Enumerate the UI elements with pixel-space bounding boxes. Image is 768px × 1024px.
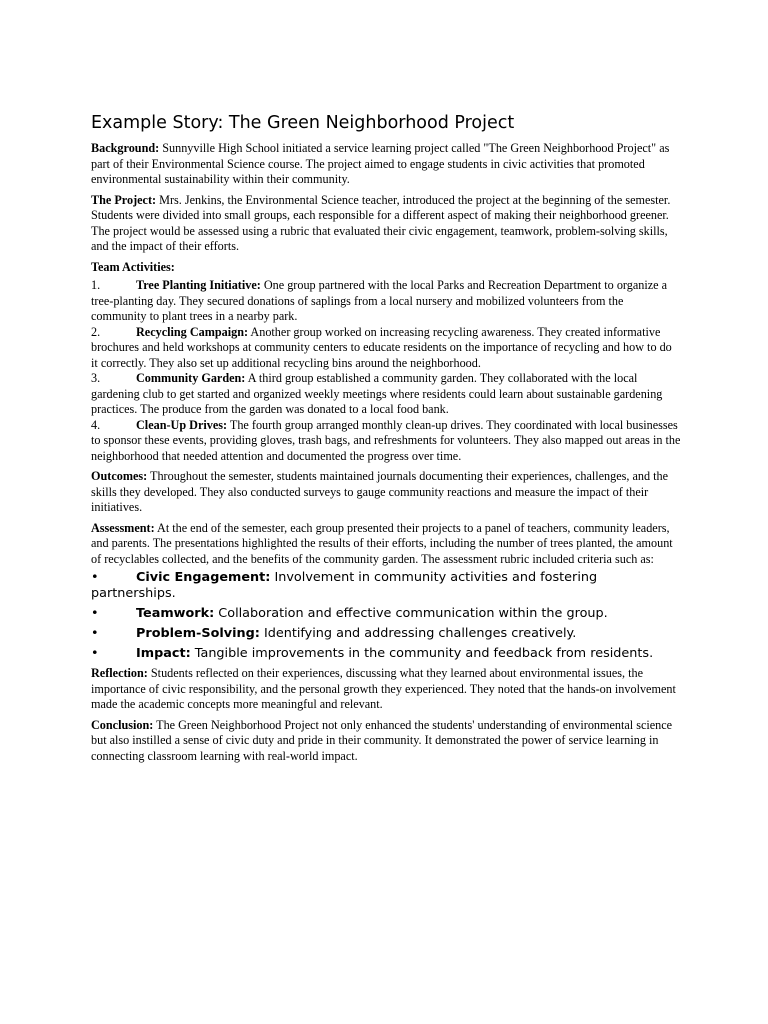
project-label: The Project: <box>91 192 157 207</box>
criterion-label: Impact: <box>136 646 191 661</box>
document-body <box>91 112 681 769</box>
list-number: 3. <box>91 371 101 385</box>
list-item <box>91 626 681 642</box>
criterion-text: Involvement in community activities and fostering partnerships. <box>91 570 598 601</box>
list-item <box>91 570 681 602</box>
assessment-label: Assessment: <box>91 520 155 535</box>
bullet-icon: • <box>91 626 99 641</box>
outcomes-text: Throughout the semester, students maintained journals documenting their experiences, challenges, and the skills they developed. They also conducted surveys to gauge community reactions and measure the impact of their initiatives. <box>91 469 669 514</box>
activity-label: Clean-Up Drives: <box>136 417 228 432</box>
reflection-label: Reflection: <box>91 666 148 680</box>
document-title: Example Story: The Green Neighborhood Project <box>91 113 515 133</box>
list-item <box>91 418 681 465</box>
assessment-paragraph <box>91 521 681 568</box>
list-item <box>91 606 681 622</box>
outcomes-paragraph <box>91 469 681 516</box>
criterion-label: Teamwork: <box>136 606 215 621</box>
criteria-list <box>91 570 681 662</box>
criterion-text: Collaboration and effective communication within the group. <box>214 606 608 621</box>
criterion-label: Problem-Solving: <box>136 626 260 641</box>
conclusion-text: The Green Neighborhood Project not only enhanced the students' understanding of environmental science but also instilled a sense of civic duty and pride in their community. It demonstrated the power of service learning in connecting classroom learning with real-world impact. <box>91 717 673 763</box>
list-item <box>91 371 681 418</box>
background-paragraph <box>91 141 681 188</box>
bullet-icon: • <box>91 606 99 621</box>
reflection-text: Students reflected on their experiences, discussing what they learned about environmental issues, the importance of civic responsibility, and the personal growth they experienced. They noted that the hands-on involvement made the academic concepts more meaningful and relevant. <box>91 666 676 711</box>
activity-text: The fourth group arranged monthly clean-up drives. They coordinated with local businesses to sponsor these events, providing gloves, trash bags, and refreshments for volunteers. They also mapped out areas in the neighborhood that needed attention and documented the progress over time. <box>91 417 681 463</box>
team-activities-heading <box>91 260 681 276</box>
project-text: Mrs. Jenkins, the Environmental Science teacher, introduced the project at the beginning of the semester. Students were divided into small groups, each responsible for a different aspect of making their neighborhood greener. The project would be assessed using a rubric that evaluated their civic engagement, teamwork, problem-solving skills, and the impact of their efforts. <box>91 192 671 253</box>
activity-label: Recycling Campaign: <box>136 324 249 339</box>
activity-text: Another group worked on increasing recycling awareness. They created informative brochures and held workshops at community centers to educate residents on the importance of recycling and how to do it correctly. They also set up additional recycling bins around the neighborhood. <box>91 324 672 370</box>
activity-text: One group partnered with the local Parks and Recreation Department to organize a tree-planting day. They secured donations of saplings from a local nursery and mobilized volunteers from the community to plant trees in a nearby park. <box>91 278 668 323</box>
list-number: 4. <box>91 417 101 432</box>
background-text: Sunnyville High School initiated a service learning project called "The Green Neighborhood Project" as part of their Environmental Science course. The project aimed to engage students in civic activities that promoted environmental sustainability within their community. <box>91 141 670 186</box>
outcomes-label: Outcomes: <box>91 469 148 483</box>
list-number: 2. <box>91 324 101 339</box>
team-activities-label: Team Activities: <box>91 259 175 274</box>
bullet-icon: • <box>91 646 99 661</box>
reflection-paragraph <box>91 666 681 713</box>
activities-list <box>91 278 681 464</box>
list-number: 1. <box>91 278 101 292</box>
assessment-text: At the end of the semester, each group presented their projects to a panel of teachers, community leaders, and parents. The presentations highlighted the results of their efforts, including the number of trees planted, the amount of recyclables collected, and the benefits of the community garden. The assessment rubric included criteria such as: <box>91 520 673 566</box>
activity-label: Community Garden: <box>136 371 246 385</box>
activity-label: Tree Planting Initiative: <box>136 278 261 292</box>
conclusion-label: Conclusion: <box>91 717 154 732</box>
criterion-label: Civic Engagement: <box>136 570 271 585</box>
criterion-text: Identifying and addressing challenges creatively. <box>259 626 577 641</box>
project-paragraph <box>91 193 681 255</box>
list-item <box>91 646 681 662</box>
bullet-icon: • <box>91 570 99 585</box>
background-label: Background: <box>91 141 160 155</box>
list-item <box>91 325 681 372</box>
conclusion-paragraph <box>91 718 681 765</box>
criterion-text: Tangible improvements in the community and feedback from residents. <box>190 646 654 661</box>
list-item <box>91 278 681 325</box>
activity-text: A third group established a community garden. They collaborated with the local gardening club to get started and organized weekly meetings where residents could learn about sustainable gardening practices. The produce from the garden was donated to a local food bank. <box>91 371 663 416</box>
